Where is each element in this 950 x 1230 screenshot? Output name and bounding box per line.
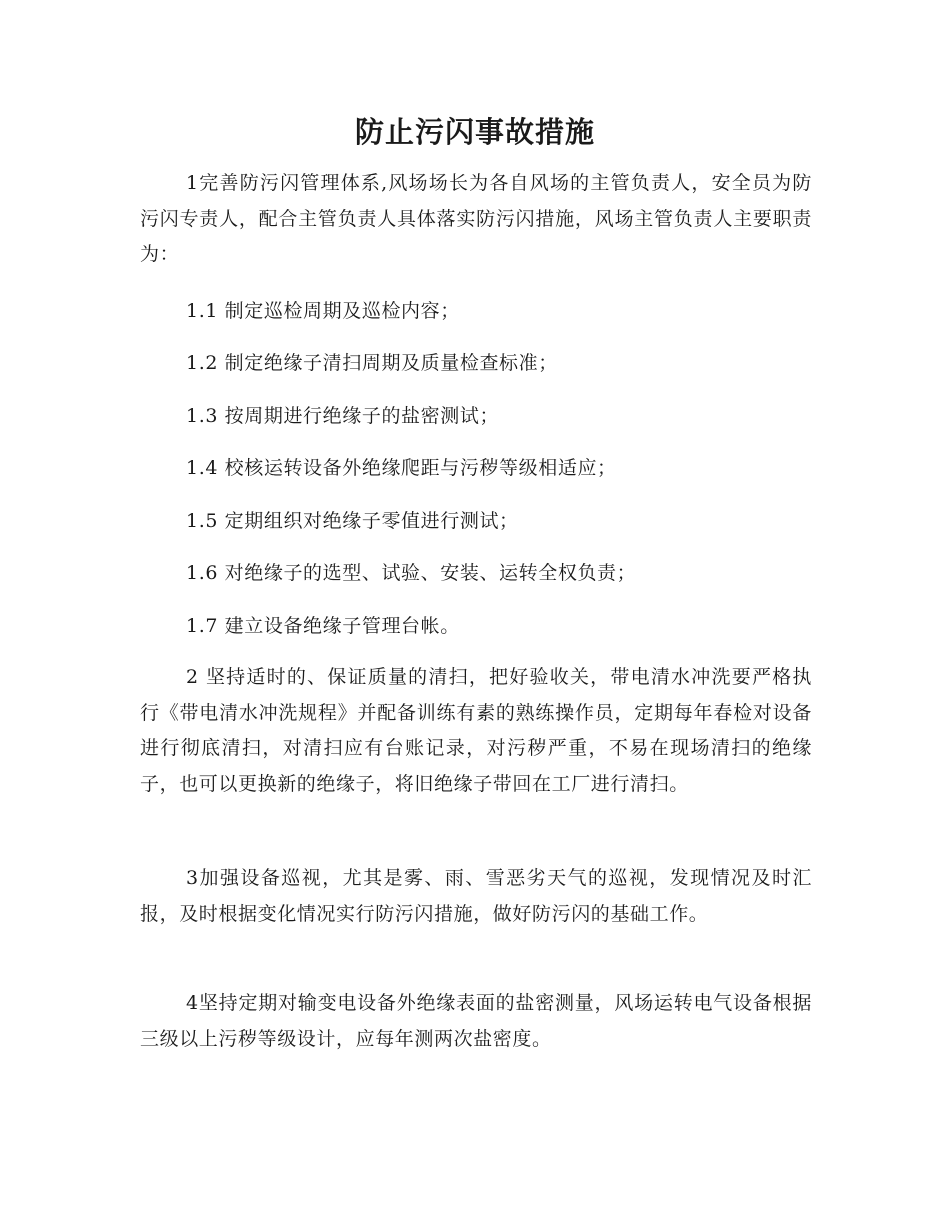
paragraph-section-1: 1完善防污闪管理体系,风场场长为各自风场的主管负责人，安全员为防污闪专责人，配合主管负责人具体落实防污闪措施，风场主管负责人主要职责为： — [140, 172, 812, 265]
list-item-1-3: 1.3 按周期进行绝缘子的盐密测试； — [186, 405, 500, 427]
paragraph-section-4: 4坚持定期对输变电设备外绝缘表面的盐密测量，风场运转电气设备根据三级以上污秽等级设计，应每年测两次盐密度。 — [140, 992, 812, 1050]
list-item-1-1: 1.1 制定巡检周期及巡检内容； — [186, 300, 460, 322]
paragraph-section-2: 2 坚持适时的、保证质量的清扫，把好验收关，带电清水冲洗要严格执行《带电清水冲洗规程》并配备训练有素的熟练操作员，定期每年春检对设备进行彻底清扫，对清扫应有台账记录，对污秽严重，不易在现场清扫的绝缘子，也可以更换新的绝缘子，将旧绝缘子带回在工厂进行清扫。 — [140, 666, 812, 795]
list-item-1-5: 1.5 定期组织对绝缘子零值进行测试； — [186, 510, 519, 532]
paragraph-section-3: 3加强设备巡视，尤其是雾、雨、雪恶劣天气的巡视，发现情况及时汇报，及时根据变化情况实行防污闪措施，做好防污闪的基础工作。 — [140, 867, 812, 925]
document-title: 防止污闪事故措施 — [354, 115, 595, 149]
list-item-1-2: 1.2 制定绝缘子清扫周期及质量检查标准； — [186, 352, 558, 374]
list-item-1-7: 1.7 建立设备绝缘子管理台帐。 — [186, 615, 460, 637]
list-item-1-4: 1.4 校核运转设备外绝缘爬距与污秽等级相适应； — [186, 457, 617, 479]
list-item-1-6: 1.6 对绝缘子的选型、试验、安装、运转全权负责； — [186, 562, 637, 584]
